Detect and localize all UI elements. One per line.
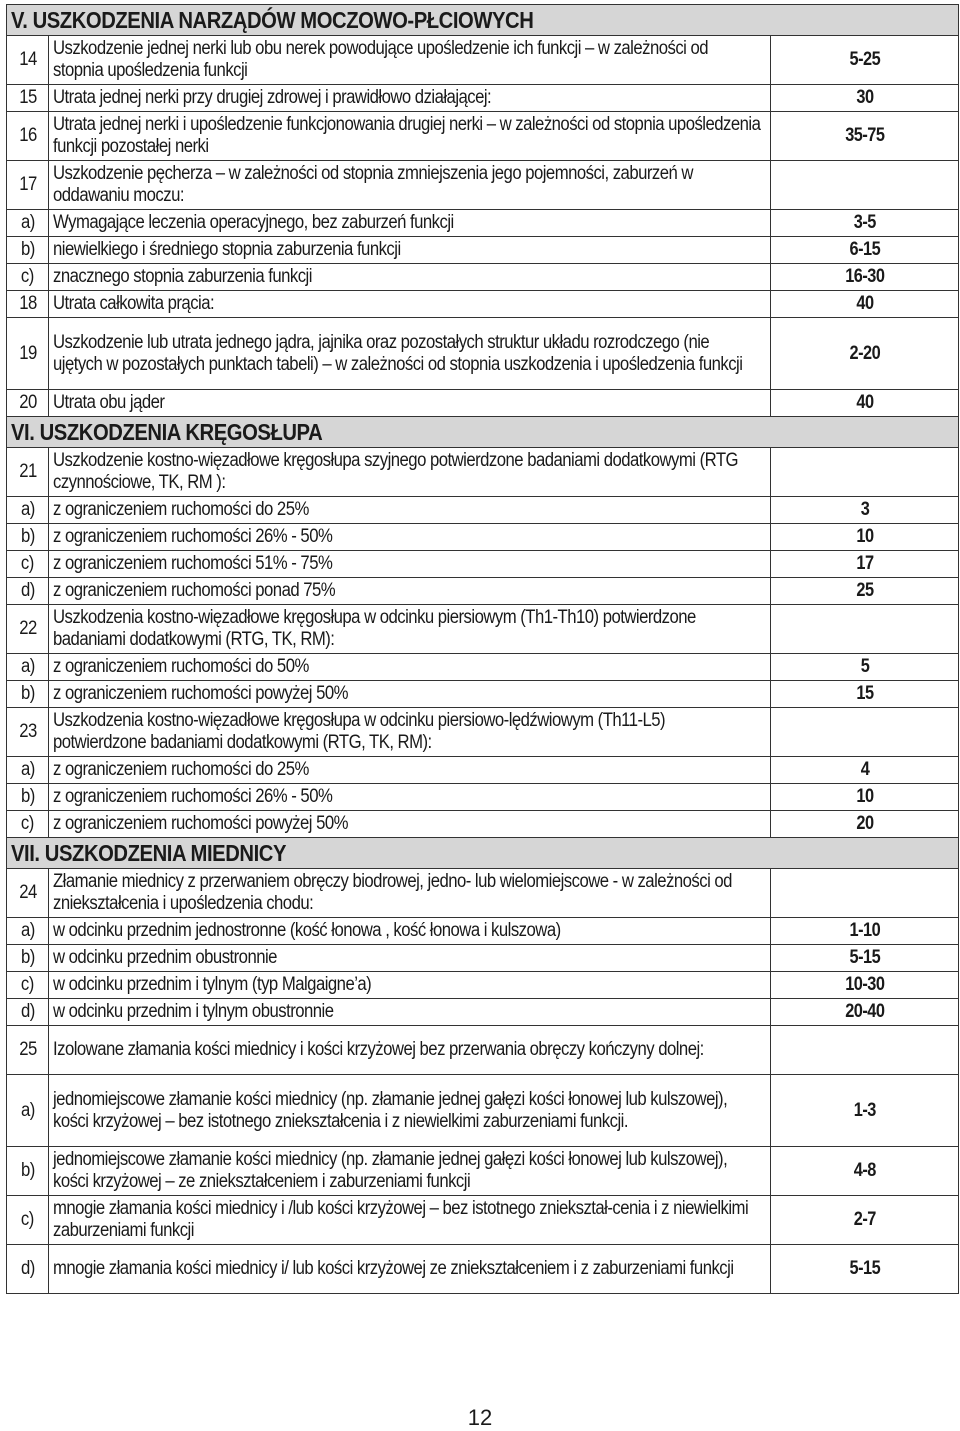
row-description-text: niewielkiego i średniego stopnia zaburzenia funkcji xyxy=(53,239,401,260)
table-row xyxy=(7,578,959,605)
row-description xyxy=(49,318,771,390)
row-number xyxy=(7,784,49,811)
row-number-text: d) xyxy=(20,580,35,601)
row-number xyxy=(7,1147,49,1196)
row-number xyxy=(7,578,49,605)
row-number-text: 25 xyxy=(18,1039,37,1060)
row-description-text: jednomiejscowe złamanie kości miednicy (np. złamanie jednej gałęzi kości łonowej lub kulszowej), kości krzyżowej – bez istotnego zniekształcenia i z niewielkimi zaburzeniami funkcji. xyxy=(53,1088,728,1132)
row-percentage xyxy=(771,448,959,497)
table-row xyxy=(7,1026,959,1075)
row-percentage-text: 10 xyxy=(855,526,874,547)
row-number xyxy=(7,999,49,1026)
row-number-text: a) xyxy=(20,656,35,677)
row-description-text: Uszkodzenie kostno-więzadłowe kręgosłupa szyjnego potwierdzone badaniami dodatkowymi (RTG czynnościowe, TK, RM ): xyxy=(53,450,739,493)
injury-table xyxy=(6,4,959,1294)
row-percentage xyxy=(771,161,959,210)
row-description xyxy=(49,264,771,291)
table-row xyxy=(7,605,959,654)
table-row xyxy=(7,972,959,999)
row-percentage xyxy=(771,1026,959,1075)
injury-table-body xyxy=(7,5,959,1294)
table-row xyxy=(7,1075,959,1147)
row-percentage xyxy=(771,210,959,237)
row-description xyxy=(49,1026,771,1075)
row-description xyxy=(49,161,771,210)
row-percentage-text: 5-15 xyxy=(849,1258,880,1279)
row-percentage xyxy=(771,869,959,918)
row-percentage-text: 4-8 xyxy=(853,1160,876,1181)
row-percentage xyxy=(771,945,959,972)
table-row xyxy=(7,551,959,578)
row-description xyxy=(49,708,771,757)
row-percentage xyxy=(771,264,959,291)
row-percentage-text: 5-15 xyxy=(849,947,880,968)
row-number xyxy=(7,291,49,318)
row-number xyxy=(7,654,49,681)
row-number xyxy=(7,708,49,757)
row-description xyxy=(49,681,771,708)
row-percentage xyxy=(771,551,959,578)
row-number xyxy=(7,1245,49,1294)
table-row xyxy=(7,1196,959,1245)
row-description xyxy=(49,918,771,945)
table-row xyxy=(7,237,959,264)
row-description xyxy=(49,869,771,918)
row-description xyxy=(49,1075,771,1147)
row-percentage-text: 5 xyxy=(860,656,869,677)
row-percentage xyxy=(771,654,959,681)
row-description-text: w odcinku przednim i tylnym (typ Malgaigne’a) xyxy=(53,974,372,995)
row-description-text: Złamanie miednicy z przerwaniem obręczy biodrowej, jedno- lub wielomiejscowe - w zależności od zniekształcenia i upośledzenia chodu: xyxy=(53,871,732,914)
row-percentage xyxy=(771,318,959,390)
section-title xyxy=(7,417,959,448)
page-number: 12 xyxy=(467,1405,493,1430)
row-description-text: z ograniczeniem ruchomości do 50% xyxy=(53,656,309,677)
row-number-text: 16 xyxy=(18,125,37,146)
row-number xyxy=(7,1075,49,1147)
row-number-text: c) xyxy=(21,553,34,574)
row-description xyxy=(49,291,771,318)
row-number-text: d) xyxy=(20,1001,35,1022)
row-description xyxy=(49,757,771,784)
row-percentage xyxy=(771,36,959,85)
row-number-text: c) xyxy=(21,974,34,995)
row-percentage-text: 10 xyxy=(855,786,874,807)
table-row xyxy=(7,264,959,291)
row-percentage xyxy=(771,784,959,811)
row-description-text: z ograniczeniem ruchomości do 25% xyxy=(53,499,309,520)
row-description xyxy=(49,524,771,551)
row-percentage xyxy=(771,237,959,264)
row-percentage xyxy=(771,605,959,654)
row-number xyxy=(7,681,49,708)
row-description-text: Izolowane złamania kości miednicy i kości krzyżowej bez przerwania obręczy kończyny dolnej: xyxy=(53,1039,704,1060)
row-description-text: w odcinku przednim jednostronne (kość łonowa , kość łonowa i kulszowa) xyxy=(53,920,561,941)
row-description xyxy=(49,1245,771,1294)
row-number xyxy=(7,1026,49,1075)
row-number xyxy=(7,524,49,551)
row-description xyxy=(49,551,771,578)
row-number-text: a) xyxy=(20,920,35,941)
row-number-text: a) xyxy=(20,1099,35,1121)
row-description xyxy=(49,448,771,497)
row-percentage-text: 40 xyxy=(855,392,874,413)
row-percentage xyxy=(771,85,959,112)
section-header xyxy=(7,5,959,36)
row-percentage-text: 3 xyxy=(860,499,869,520)
table-row xyxy=(7,291,959,318)
table-row xyxy=(7,524,959,551)
section-title-text: V. USZKODZENIA NARZĄDÓW MOCZOWO-PŁCIOWYCH xyxy=(11,7,534,33)
row-description xyxy=(49,999,771,1026)
row-percentage xyxy=(771,1196,959,1245)
row-percentage-text: 3-5 xyxy=(853,212,876,233)
row-number xyxy=(7,945,49,972)
row-description-text: w odcinku przednim obustronnie xyxy=(53,947,277,968)
row-description xyxy=(49,210,771,237)
row-number xyxy=(7,869,49,918)
row-description-text: mnogie złamania kości miednicy i/ lub kości krzyżowej ze zniekształceniem i z zaburzeniami funkcji xyxy=(53,1258,734,1279)
table-row xyxy=(7,36,959,85)
row-number-text: 15 xyxy=(18,87,37,108)
row-description-text: z ograniczeniem ruchomości 26% - 50% xyxy=(53,526,333,547)
row-percentage xyxy=(771,681,959,708)
row-percentage-text: 1-3 xyxy=(853,1099,876,1121)
row-number-text: 20 xyxy=(18,392,37,413)
row-number xyxy=(7,112,49,161)
table-row xyxy=(7,918,959,945)
row-percentage-text: 2-7 xyxy=(853,1209,876,1230)
row-description-text: z ograniczeniem ruchomości powyżej 50% xyxy=(53,683,348,704)
row-percentage xyxy=(771,811,959,838)
row-description-text: z ograniczeniem ruchomości do 25% xyxy=(53,759,309,780)
table-row xyxy=(7,681,959,708)
row-number-text: a) xyxy=(20,759,35,780)
row-number-text: c) xyxy=(21,813,34,834)
row-percentage-text: 16-30 xyxy=(844,266,885,287)
row-description-text: z ograniczeniem ruchomości ponad 75% xyxy=(53,580,336,601)
row-percentage-text: 2-20 xyxy=(849,342,880,364)
table-row xyxy=(7,161,959,210)
row-description-text: Uszkodzenie lub utrata jednego jądra, jajnika oraz pozostałych struktur układu rozrodczego (nie ujętych w pozostałych punktach tabeli) – w zależności od stopnia uszkodzenia i upośledzenia funkcji xyxy=(53,331,743,375)
row-number-text: b) xyxy=(20,947,35,968)
row-percentage xyxy=(771,112,959,161)
row-number xyxy=(7,237,49,264)
row-number xyxy=(7,551,49,578)
row-description-text: Utrata jednej nerki przy drugiej zdrowej i prawidłowo działającej: xyxy=(53,87,492,108)
row-description-text: Uszkodzenie jednej nerki lub obu nerek powodujące upośledzenie ich funkcji – w zależności od stopnia upośledzenia funkcji xyxy=(53,38,709,81)
row-percentage xyxy=(771,390,959,417)
table-row xyxy=(7,869,959,918)
row-description xyxy=(49,85,771,112)
row-percentage-text: 40 xyxy=(855,293,874,314)
row-percentage-text: 25 xyxy=(855,580,874,601)
row-description-text: Wymagające leczenia operacyjnego, bez zaburzeń funkcji xyxy=(53,212,454,233)
row-percentage-text: 6-15 xyxy=(849,239,880,260)
row-number xyxy=(7,448,49,497)
row-description xyxy=(49,1147,771,1196)
row-number xyxy=(7,318,49,390)
row-number-text: 18 xyxy=(18,293,37,314)
row-number xyxy=(7,811,49,838)
row-number xyxy=(7,36,49,85)
row-number-text: b) xyxy=(20,683,35,704)
row-number-text: c) xyxy=(21,1209,34,1230)
table-row xyxy=(7,448,959,497)
row-description xyxy=(49,578,771,605)
row-description-text: Uszkodzenia kostno-więzadłowe kręgosłupa w odcinku piersiowym (Th1-Th10) potwierdzone badaniami dodatkowymi (RTG, TK, RM): xyxy=(53,607,696,650)
table-row xyxy=(7,390,959,417)
row-percentage xyxy=(771,757,959,784)
row-description-text: z ograniczeniem ruchomości powyżej 50% xyxy=(53,813,348,834)
row-description-text: Utrata całkowita prącia: xyxy=(53,293,215,314)
table-row xyxy=(7,112,959,161)
row-percentage-text: 30 xyxy=(855,87,874,108)
row-description xyxy=(49,945,771,972)
section-header xyxy=(7,417,959,448)
row-percentage-text: 20-40 xyxy=(844,1001,885,1022)
row-number-text: a) xyxy=(20,212,35,233)
row-number xyxy=(7,605,49,654)
row-number xyxy=(7,390,49,417)
table-row xyxy=(7,757,959,784)
row-number xyxy=(7,972,49,999)
row-number-text: 21 xyxy=(18,461,37,482)
row-description xyxy=(49,497,771,524)
row-number xyxy=(7,918,49,945)
table-row xyxy=(7,85,959,112)
row-description-text: Utrata jednej nerki i upośledzenie funkcjonowania drugiej nerki – w zależności od stopnia upośledzenia funkcji pozostałej nerki xyxy=(53,114,761,157)
section-header xyxy=(7,838,959,869)
row-number-text: a) xyxy=(20,499,35,520)
row-number-text: 22 xyxy=(18,618,37,639)
row-percentage xyxy=(771,1245,959,1294)
table-row xyxy=(7,811,959,838)
row-number-text: 23 xyxy=(18,721,37,742)
row-percentage-text: 15 xyxy=(855,683,874,704)
table-row xyxy=(7,784,959,811)
row-number xyxy=(7,264,49,291)
row-percentage-text: 4 xyxy=(860,759,869,780)
table-row xyxy=(7,1147,959,1196)
row-description xyxy=(49,784,771,811)
row-description-text: z ograniczeniem ruchomości 26% - 50% xyxy=(53,786,333,807)
table-row xyxy=(7,654,959,681)
row-description-text: Uszkodzenia kostno-więzadłowe kręgosłupa w odcinku piersiowo-lędźwiowym (Th11-L5) potwierdzone badaniami dodatkowymi (RTG, TK, RM): xyxy=(53,710,666,753)
section-title-text: VI. USZKODZENIA KRĘGOSŁUPA xyxy=(11,419,323,445)
row-number-text: b) xyxy=(20,239,35,260)
row-description xyxy=(49,654,771,681)
row-percentage xyxy=(771,1075,959,1147)
row-percentage xyxy=(771,524,959,551)
row-description xyxy=(49,112,771,161)
row-percentage-text: 35-75 xyxy=(844,125,885,146)
row-percentage-text: 5-25 xyxy=(849,49,880,70)
row-description xyxy=(49,605,771,654)
table-row xyxy=(7,318,959,390)
row-description-text: znacznego stopnia zaburzenia funkcji xyxy=(53,266,312,287)
row-number xyxy=(7,85,49,112)
row-percentage xyxy=(771,578,959,605)
row-description xyxy=(49,237,771,264)
section-title xyxy=(7,5,959,36)
row-description-text: z ograniczeniem ruchomości 51% - 75% xyxy=(53,553,333,574)
table-row xyxy=(7,1245,959,1294)
section-title xyxy=(7,838,959,869)
row-number xyxy=(7,210,49,237)
row-number-text: c) xyxy=(21,266,34,287)
row-percentage-text: 20 xyxy=(855,813,874,834)
row-percentage xyxy=(771,708,959,757)
row-description-text: mnogie złamania kości miednicy i /lub kości krzyżowej – bez istotnego zniekształ-cenia i z niewielkimi zaburzeniami funkcji xyxy=(53,1198,749,1241)
row-percentage xyxy=(771,972,959,999)
row-number-text: d) xyxy=(20,1258,35,1279)
row-number xyxy=(7,1196,49,1245)
row-percentage xyxy=(771,918,959,945)
table-row xyxy=(7,945,959,972)
table-row xyxy=(7,708,959,757)
row-number-text: 14 xyxy=(18,49,37,70)
table-row xyxy=(7,210,959,237)
row-number-text: b) xyxy=(20,786,35,807)
row-description-text: Uszkodzenie pęcherza – w zależności od stopnia zmniejszenia jego pojemności, zaburzeń w oddawaniu moczu: xyxy=(53,163,693,206)
table-row xyxy=(7,999,959,1026)
row-description xyxy=(49,390,771,417)
row-description-text: Utrata obu jąder xyxy=(53,392,165,413)
row-number-text: 24 xyxy=(18,882,37,903)
table-row xyxy=(7,497,959,524)
row-number-text: b) xyxy=(20,526,35,547)
row-description xyxy=(49,972,771,999)
row-percentage-text: 10-30 xyxy=(844,974,885,995)
row-description xyxy=(49,811,771,838)
row-percentage xyxy=(771,497,959,524)
row-description-text: w odcinku przednim i tylnym obustronnie xyxy=(53,1001,334,1022)
section-title-text: VII. USZKODZENIA MIEDNICY xyxy=(11,840,286,866)
row-percentage xyxy=(771,291,959,318)
row-number-text: 17 xyxy=(18,174,37,195)
row-description-text: jednomiejscowe złamanie kości miednicy (np. złamanie jednej gałęzi kości łonowej lub kulszowej), kości krzyżowej – ze zniekształceniem i zaburzeniami funkcji xyxy=(53,1149,728,1192)
row-percentage xyxy=(771,999,959,1026)
row-description xyxy=(49,1196,771,1245)
row-percentage-text: 1-10 xyxy=(849,920,880,941)
row-percentage xyxy=(771,1147,959,1196)
row-number xyxy=(7,161,49,210)
row-number xyxy=(7,497,49,524)
row-number-text: 19 xyxy=(18,342,37,364)
row-number-text: b) xyxy=(20,1160,35,1181)
row-number xyxy=(7,757,49,784)
row-description xyxy=(49,36,771,85)
row-percentage-text: 17 xyxy=(855,553,874,574)
